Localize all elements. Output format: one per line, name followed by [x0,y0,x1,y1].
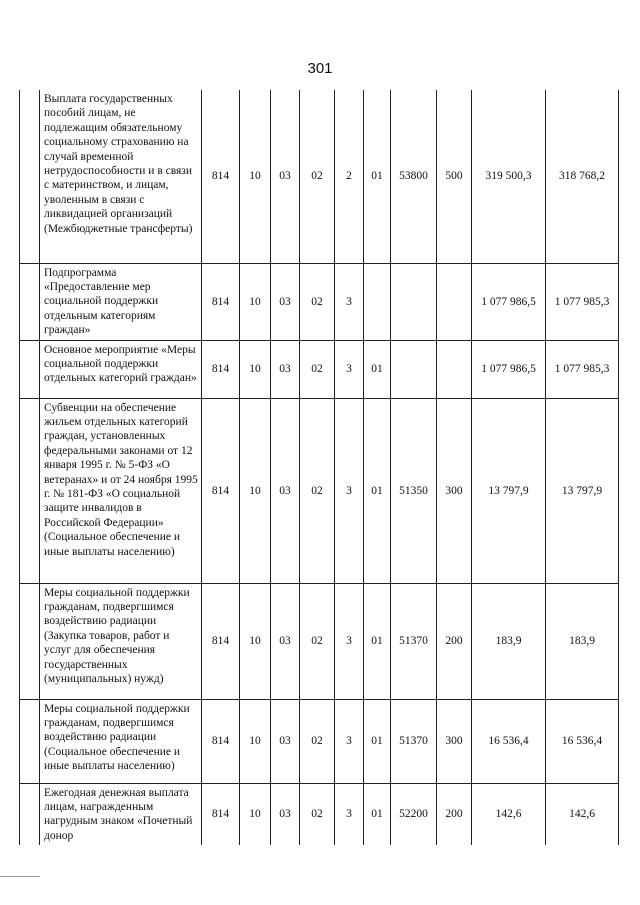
subprogram-code: 3 [335,263,364,340]
empty-cell [20,583,40,699]
ministry-code: 814 [202,90,240,263]
amount-year-2: 142,6 [546,783,619,845]
row-name: Меры социальной поддержки гражданам, подвергшимся воздействию радиации (Социальное обеспечение и иные выплаты населению) [40,699,202,783]
expense-type-code [437,340,472,398]
amount-year-2: 13 797,9 [546,398,619,583]
event-code: 01 [364,699,391,783]
section-code: 10 [240,783,271,845]
ministry-code: 814 [202,783,240,845]
program-code: 02 [300,783,335,845]
table-row [20,340,619,398]
event-code: 01 [364,340,391,398]
expense-type-code: 300 [437,699,472,783]
empty-cell [20,263,40,340]
footer-rule [0,876,40,877]
section-code: 10 [240,583,271,699]
empty-cell [20,699,40,783]
amount-year-1: 1 077 986,5 [472,340,546,398]
expense-type-code [437,263,472,340]
subprogram-code: 3 [335,583,364,699]
ministry-code: 814 [202,398,240,583]
subprogram-code: 2 [335,90,364,263]
row-name: Выплата государственных пособий лицам, не подлежащим обязательному социальному страхованию на случай временной нетрудоспособности и в связи с материнством, и лицам, уволенным в связи с ликвидацией организаций (Межбюджетные трансферты) [40,90,202,263]
subsection-code: 03 [271,783,300,845]
amount-year-1: 1 077 986,5 [472,263,546,340]
row-name: Основное мероприятие «Меры социальной поддержки отдельных категорий граждан» [40,340,202,398]
amount-year-2: 16 536,4 [546,699,619,783]
direction-code: 53800 [391,90,437,263]
program-code: 02 [300,340,335,398]
section-code: 10 [240,90,271,263]
event-code: 01 [364,398,391,583]
row-name: Ежегодная денежная выплата лицам, награжденным нагрудным знаком «Почетный донор [40,783,202,845]
subprogram-code: 3 [335,783,364,845]
amount-year-2: 1 077 985,3 [546,340,619,398]
row-name: Подпрограмма «Предоставление мер социальной поддержки отдельным категориям граждан» [40,263,202,340]
program-code: 02 [300,699,335,783]
expense-type-code: 200 [437,783,472,845]
subsection-code: 03 [271,583,300,699]
row-name: Меры социальной поддержки гражданам, подвергшимся воздействию радиации (Закупка товаров, работ и услуг для обеспечения государственных (муниципальных) нужд) [40,583,202,699]
amount-year-1: 13 797,9 [472,398,546,583]
program-code: 02 [300,398,335,583]
empty-cell [20,90,40,263]
subsection-code: 03 [271,398,300,583]
event-code: 01 [364,783,391,845]
table-row [20,783,619,845]
amount-year-1: 319 500,3 [472,90,546,263]
table-row [20,583,619,699]
ministry-code: 814 [202,699,240,783]
expense-type-code: 500 [437,90,472,263]
event-code: 01 [364,90,391,263]
subprogram-code: 3 [335,398,364,583]
amount-year-1: 183,9 [472,583,546,699]
direction-code [391,340,437,398]
section-code: 10 [240,263,271,340]
direction-code: 51370 [391,583,437,699]
section-code: 10 [240,398,271,583]
subsection-code: 03 [271,90,300,263]
table-row [20,263,619,340]
subsection-code: 03 [271,699,300,783]
table-row [20,90,619,263]
budget-table [19,90,619,845]
amount-year-1: 16 536,4 [472,699,546,783]
subprogram-code: 3 [335,699,364,783]
direction-code: 51370 [391,699,437,783]
direction-code: 52200 [391,783,437,845]
table-row [20,398,619,583]
direction-code [391,263,437,340]
ministry-code: 814 [202,583,240,699]
ministry-code: 814 [202,340,240,398]
subprogram-code: 3 [335,340,364,398]
program-code: 02 [300,583,335,699]
amount-year-1: 142,6 [472,783,546,845]
ministry-code: 814 [202,263,240,340]
row-name: Субвенции на обеспечение жильем отдельных категорий граждан, установленных федеральными законами от 12 января 1995 г. № 5-ФЗ «О ветеранах» и от 24 ноября 1995 г. № 181-ФЗ «О социальной защите инвалидов в Российской Федерации» (Социальное обеспечение и иные выплаты населению) [40,398,202,583]
amount-year-2: 318 768,2 [546,90,619,263]
table-row [20,699,619,783]
section-code: 10 [240,340,271,398]
page-number: 301 [307,60,333,77]
amount-year-2: 183,9 [546,583,619,699]
expense-type-code: 300 [437,398,472,583]
empty-cell [20,783,40,845]
program-code: 02 [300,263,335,340]
empty-cell [20,398,40,583]
subsection-code: 03 [271,263,300,340]
event-code: 01 [364,583,391,699]
expense-type-code: 200 [437,583,472,699]
direction-code: 51350 [391,398,437,583]
event-code [364,263,391,340]
subsection-code: 03 [271,340,300,398]
section-code: 10 [240,699,271,783]
empty-cell [20,340,40,398]
amount-year-2: 1 077 985,3 [546,263,619,340]
program-code: 02 [300,90,335,263]
